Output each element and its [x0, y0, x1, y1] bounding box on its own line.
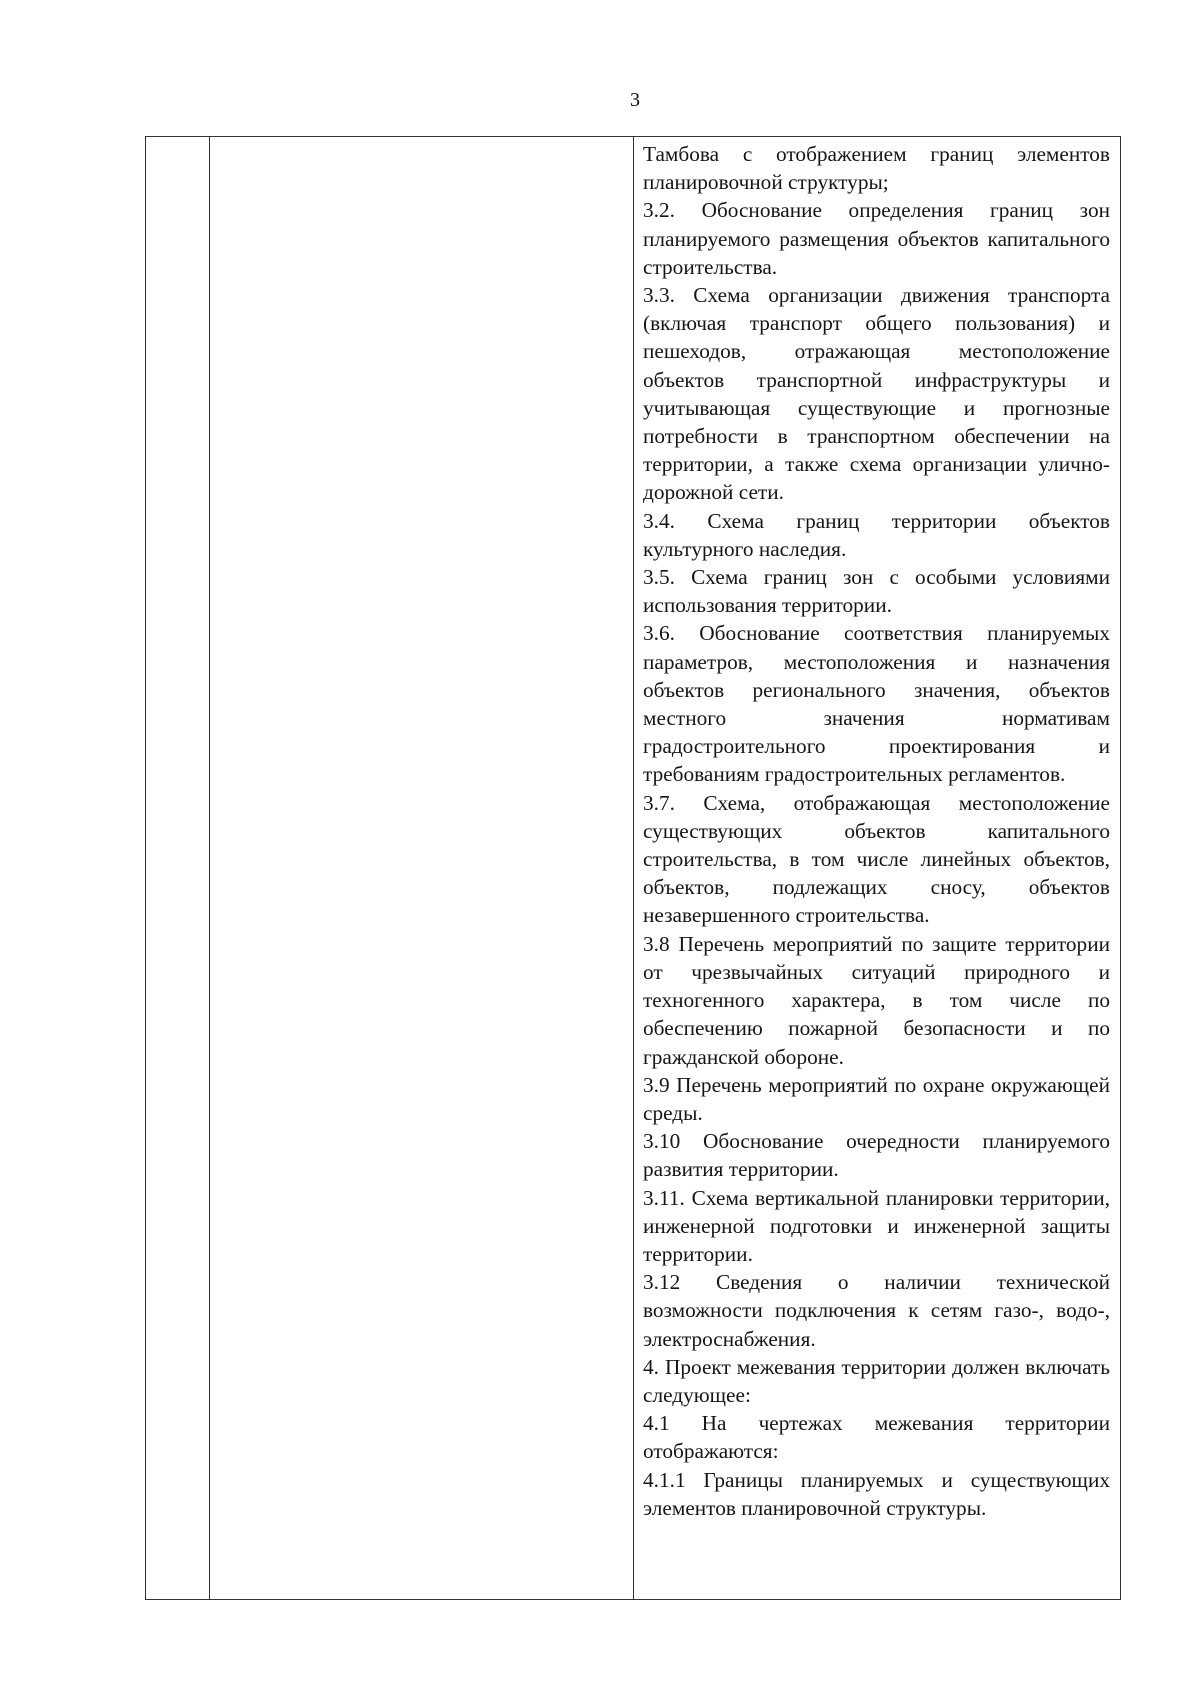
paragraph-3-6: 3.6. Обоснование соответствия планируемых параметров, местоположения и назначения объектов регионального значения, объектов местного значения нормативам градостроительного проектирования и требованиям градостроительных регламентов.	[643, 621, 1110, 787]
paragraph-4-1-1: 4.1.1 Границы планируемых и существующих элементов планировочной структуры.	[643, 1467, 1110, 1520]
paragraph-3-11: 3.11. Схема вертикальной планировки территории, инженерной подготовки и инженерной защиты территории.	[643, 1185, 1110, 1266]
requirements-table	[145, 136, 1121, 1600]
paragraph-3-5: 3.5. Схема границ зон с особыми условиями использования территории.	[643, 565, 1110, 618]
paragraph-3-8: 3.8 Перечень мероприятий по защите территории от чрезвычайных ситуаций природного и техногенного характера, в том числе по обеспечению пожарной безопасности и по гражданской обороне.	[643, 931, 1110, 1069]
paragraph-3-12: 3.12 Сведения о наличии технической возможности подключения к сетям газо-, водо-, электроснабжения.	[643, 1270, 1110, 1351]
paragraph-3-4: 3.4. Схема границ территории объектов культурного наследия.	[643, 508, 1110, 561]
paragraph-3-3: 3.3. Схема организации движения транспорта (включая транспорт общего пользования) и пешеходов, отражающая местоположение объектов транспортной инфраструктуры и учитывающая существующие и прогнозные потребности в транспортном обеспечении на территории, а также схема организации улично-дорожной сети.	[643, 283, 1110, 505]
page-number: 3	[630, 89, 640, 111]
paragraph-intro: Тамбова с отображением границ элементов планировочной структуры;	[643, 142, 1110, 195]
paragraph-3-7: 3.7. Схема, отображающая местоположение существующих объектов капитального строительства, в том числе линейных объектов, объектов, подлежащих сносу, объектов незавершенного строительства.	[643, 790, 1110, 928]
table-cell-content	[643, 140, 1110, 1522]
paragraph-3-9: 3.9 Перечень мероприятий по охране окружающей среды.	[643, 1072, 1110, 1125]
paragraph-3-10: 3.10 Обоснование очередности планируемого развития территории.	[643, 1129, 1110, 1182]
paragraph-3-2: 3.2. Обоснование определения границ зон планируемого размещения объектов капитального строительства.	[643, 198, 1110, 279]
column-divider-2	[633, 137, 634, 1599]
paragraph-4-1: 4.1 На чертежах межевания территории отображаются:	[643, 1411, 1110, 1464]
column-divider-1	[209, 137, 210, 1599]
paragraph-4: 4. Проект межевания территории должен включать следующее:	[643, 1354, 1110, 1407]
